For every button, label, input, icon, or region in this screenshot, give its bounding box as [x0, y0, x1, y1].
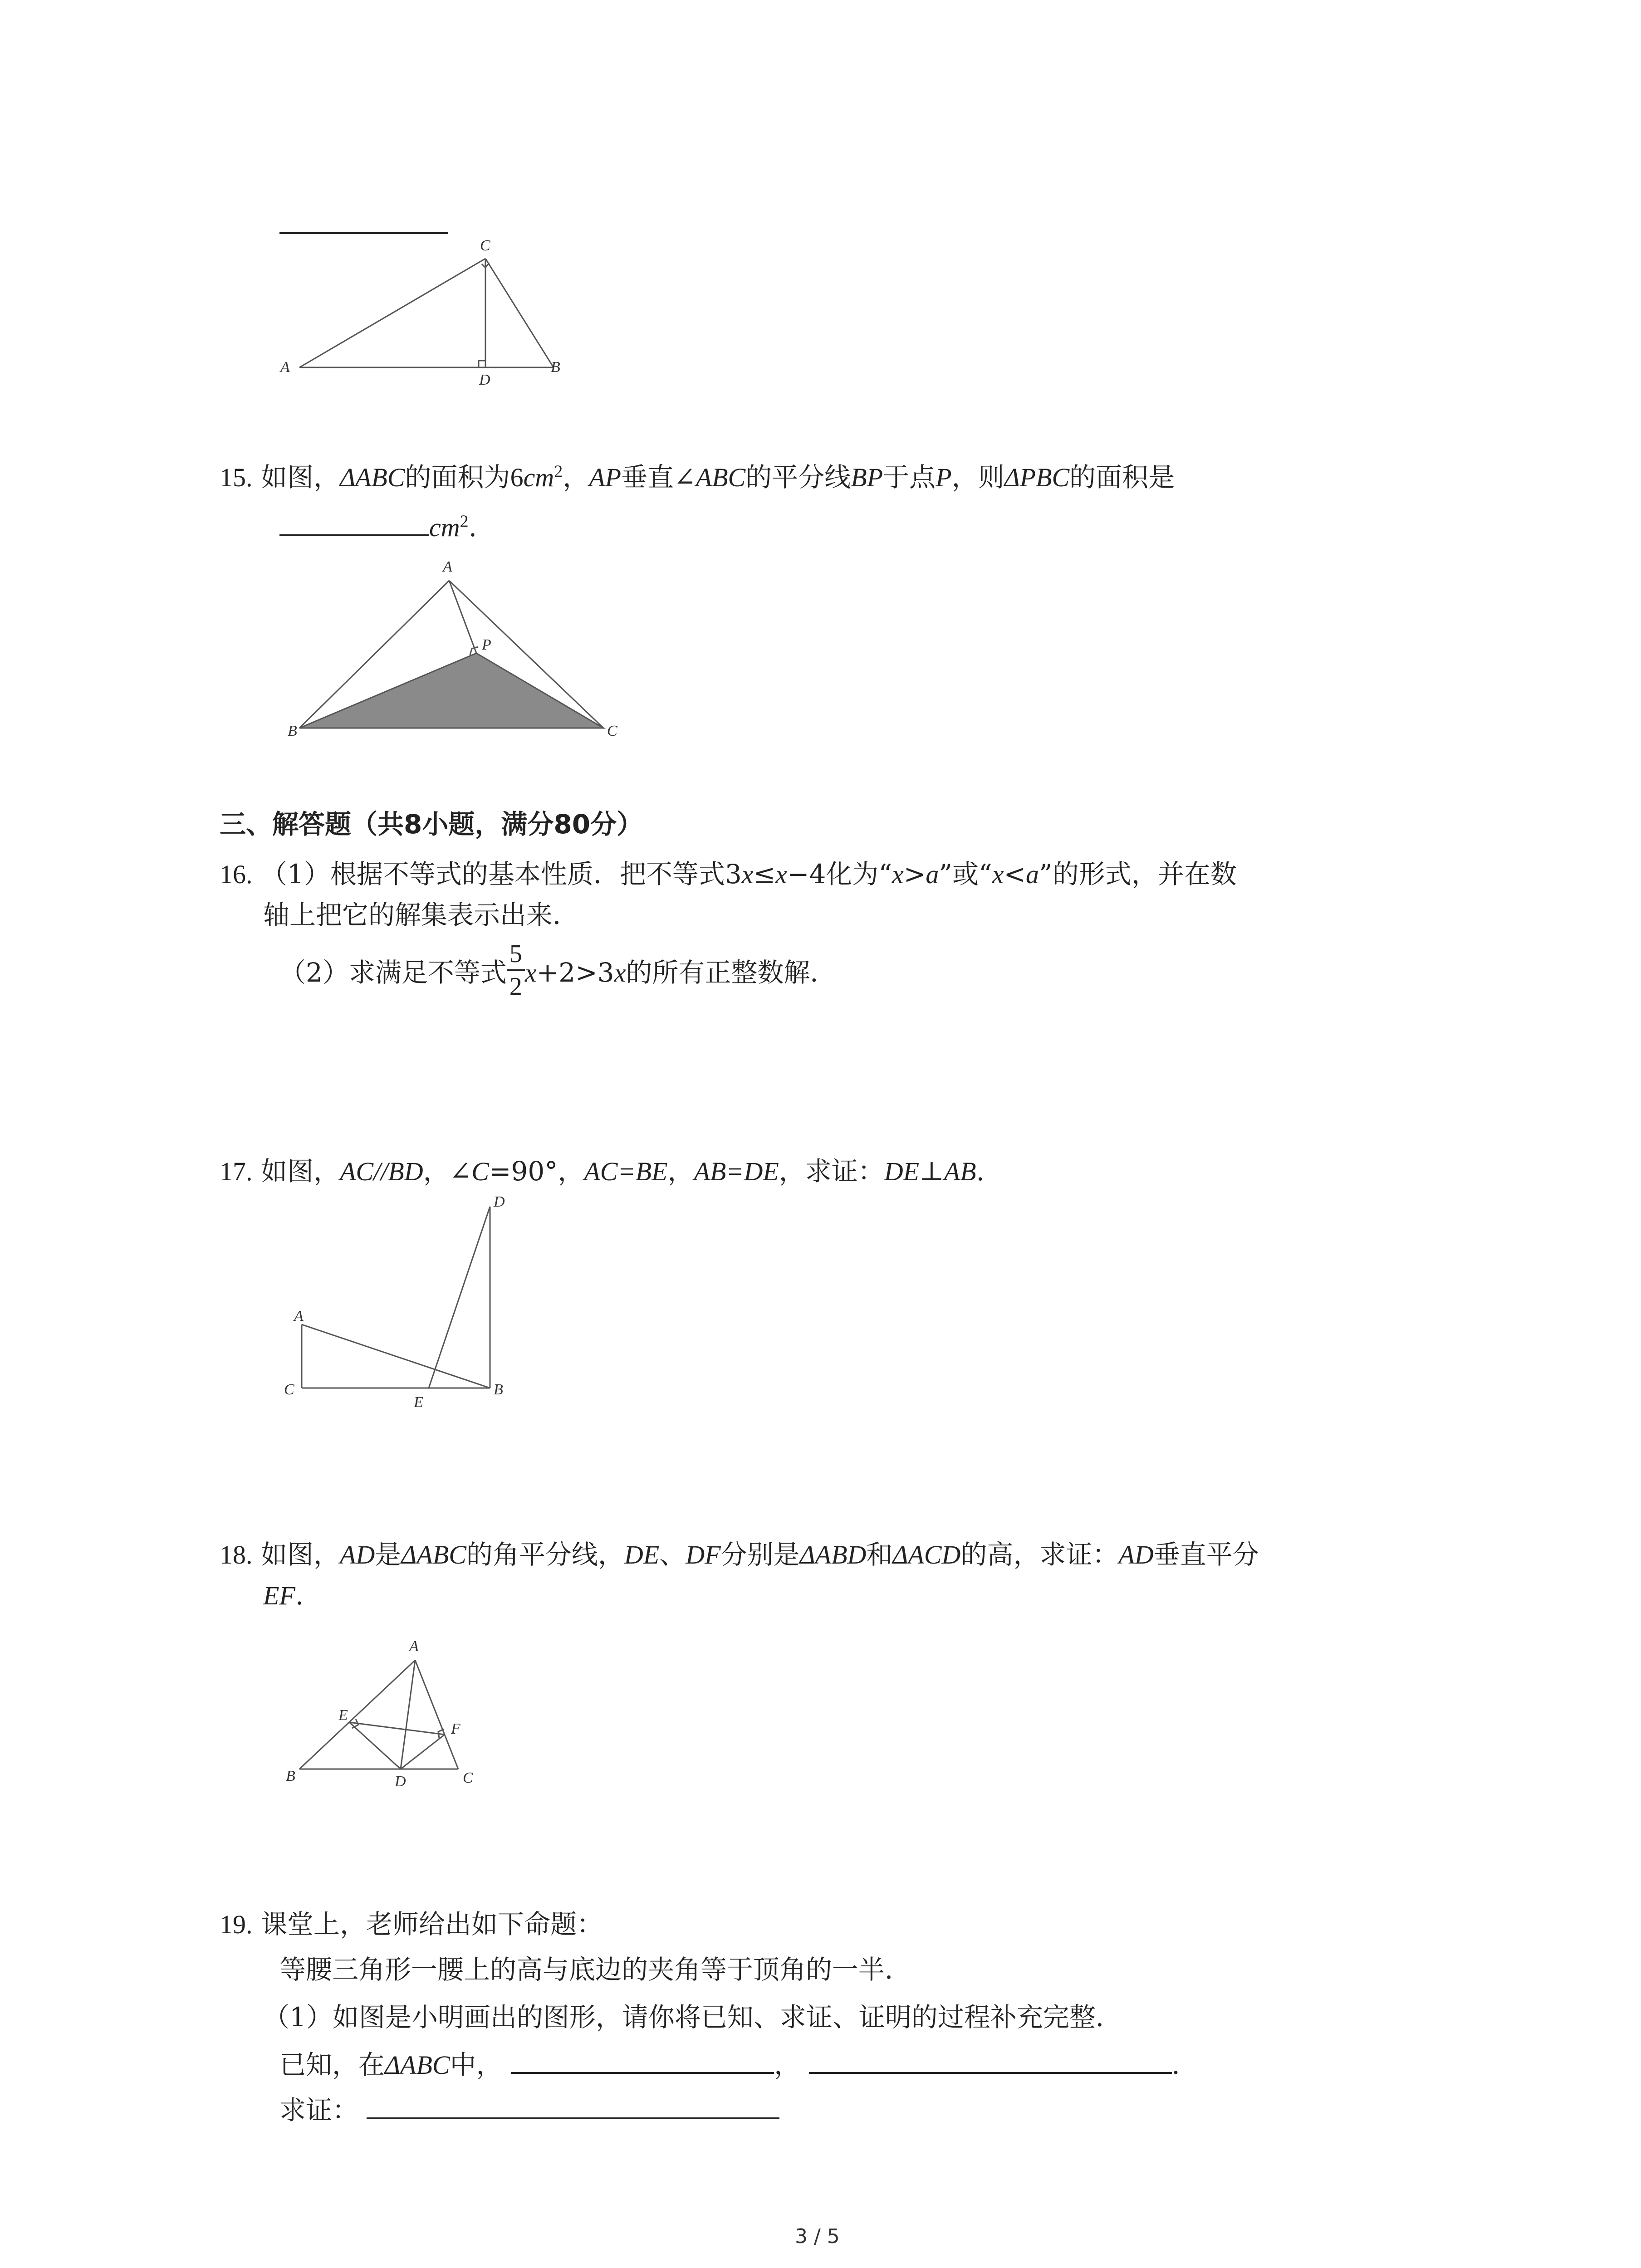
q18-text-part: 是: [375, 1539, 402, 1570]
q18-label-C: C: [463, 1769, 473, 1786]
q17-perp: ⊥: [919, 1156, 944, 1187]
q15-text-part: 的面积是: [1069, 462, 1175, 493]
q15-bp: BP: [851, 463, 883, 492]
q19-text-part: 中，: [450, 2049, 503, 2080]
q18-text-part: 的高，求证：: [960, 1539, 1119, 1570]
q17-text-part: ，∠: [423, 1156, 472, 1187]
q16-le: ≤: [753, 859, 776, 890]
q16-var: x: [992, 860, 1004, 889]
q15-sup2: 2: [460, 512, 469, 531]
q15-pbc: ΔPBC: [1004, 463, 1070, 492]
q19-prove: [279, 2091, 779, 2129]
q17-label-C: C: [284, 1381, 294, 1398]
q16-text-part: （1）根据不等式的基本性质．把不等式3: [260, 859, 742, 890]
q16-text-part: −4化为“: [787, 859, 892, 890]
q19-number: 19.: [220, 1910, 253, 1939]
q18-acd: ΔACD: [892, 1540, 961, 1569]
q15-text-part: 的平分线: [745, 462, 851, 493]
q18-text: [220, 1535, 1259, 1574]
q14-label-D: D: [479, 371, 490, 388]
q17-period: .: [976, 1156, 985, 1187]
q15-number: 15.: [220, 463, 253, 492]
q17-text-part: =90°，: [489, 1156, 584, 1187]
q18-text-part: 的角平分线，: [466, 1539, 624, 1570]
q17-label-E: E: [414, 1394, 423, 1411]
q15-text-part: ，: [563, 462, 589, 493]
q17-label-D: D: [494, 1193, 505, 1210]
q15-text-part: 如图，: [260, 462, 340, 493]
q14-label-B: B: [551, 359, 560, 376]
q16-gt: >: [903, 859, 926, 890]
q15-label-A: A: [443, 558, 452, 575]
q15-p: P: [936, 463, 952, 492]
q19-line2: 等腰三角形一腰上的高与底边的夹角等于顶角的一半．: [279, 1954, 911, 1985]
q19-text-part: 已知，在: [279, 2049, 385, 2080]
q17-text-part: 如图，: [260, 1156, 340, 1187]
q16-number: 16.: [220, 860, 253, 889]
q17-ac-bd: AC//BD: [339, 1157, 423, 1186]
q15-text-part: ，则: [951, 462, 1004, 493]
q17-label-B: B: [494, 1381, 503, 1398]
q17-ab-de: AB=DE: [694, 1157, 779, 1186]
q18-de: DE: [624, 1540, 660, 1569]
q15-sup: 2: [554, 462, 563, 481]
q19-abc: ΔABC: [385, 2050, 450, 2080]
q19-text-part: 课堂上，老师给出如下命题：: [260, 1909, 603, 1940]
q18-number: 18.: [220, 1540, 253, 1569]
q15-ap: AP: [589, 463, 622, 492]
q15-answer-line: [279, 508, 477, 547]
q18-text-part: 如图，: [260, 1539, 340, 1570]
q16-part2: [279, 940, 837, 1004]
q18-ad: AD: [339, 1540, 375, 1569]
q19-given-blank-2[interactable]: [809, 2072, 1172, 2074]
q14-figure: [272, 236, 581, 390]
q16-line1: [220, 855, 1237, 894]
q15-text-part: 的面积为: [405, 462, 510, 493]
q15-figure: [272, 553, 635, 744]
q19-line1: [220, 1905, 603, 1944]
q16-frac-num: 5: [507, 941, 525, 971]
q18-text-part: 、: [659, 1539, 686, 1570]
q15-unit: cm: [429, 513, 460, 542]
q17-c: C: [471, 1157, 489, 1186]
q16-text-part: 的所有正整数解．: [626, 957, 837, 988]
q18-ef: EF: [263, 1581, 295, 1610]
q18-label-F: F: [451, 1721, 460, 1737]
q19-prove-label: 求证：: [279, 2095, 359, 2126]
q14-answer-blank[interactable]: [279, 232, 448, 234]
q15-answer-blank[interactable]: [279, 534, 429, 536]
q15-text-part: 垂直∠: [621, 462, 696, 493]
q16-text-part: ”或“: [939, 859, 992, 890]
q16-text-part: +2>3: [536, 957, 614, 988]
q18-label-A: A: [409, 1638, 419, 1655]
q16-text-part: ”的形式，并在数: [1039, 859, 1237, 890]
q19-comma: ，: [774, 2049, 801, 2080]
q16-text-part: （2）求满足不等式: [279, 957, 507, 988]
section3-heading: 三、解答题（共8小题，满分80分）: [220, 809, 643, 840]
q18-text-part: 垂直平分: [1153, 1539, 1259, 1570]
q18-label-E: E: [338, 1707, 348, 1724]
q15-area-value: 6: [510, 463, 524, 492]
q14-label-A: A: [280, 359, 290, 376]
q18-abc: ΔABC: [401, 1540, 466, 1569]
q17-text-part: ，: [667, 1156, 694, 1187]
q17-number: 17.: [220, 1157, 253, 1186]
q16-line2: 轴上把它的解集表示出来．: [263, 899, 579, 930]
q18-label-D: D: [395, 1773, 406, 1790]
q17-de: DE: [884, 1157, 920, 1186]
page-footer: 3 / 5: [795, 2225, 840, 2248]
q18-line2: [263, 1576, 304, 1615]
q16-var: x: [892, 860, 904, 889]
q19-given-blank-1[interactable]: [511, 2072, 774, 2074]
q17-label-A: A: [294, 1308, 304, 1325]
q16-fraction: [507, 941, 525, 999]
q18-df: DF: [686, 1540, 721, 1569]
q16-var: a: [1026, 860, 1039, 889]
q19-period: ．: [1171, 2049, 1198, 2080]
q18-abd: ΔABD: [799, 1540, 867, 1569]
q19-line3: （1）如图是小明画出的图形，请你将已知、求证、证明的过程补充完整．: [263, 2002, 1122, 2033]
q16-var: x: [524, 958, 537, 988]
q17-figure: [281, 1193, 544, 1420]
q18-text-part: 分别是: [720, 1539, 800, 1570]
q18-ad2: AD: [1118, 1540, 1154, 1569]
q15-label-P: P: [482, 636, 491, 653]
q16-var: x: [614, 958, 626, 988]
q17-ab: AB: [944, 1157, 976, 1186]
q16-var: a: [926, 860, 939, 889]
q16-lt: <: [1004, 859, 1026, 890]
q16-frac-den: 2: [509, 973, 522, 1001]
q18-label-B: B: [286, 1768, 295, 1784]
q19-prove-blank[interactable]: [367, 2117, 779, 2119]
q14-label-C: C: [480, 237, 490, 254]
q17-ac-be: AC=BE: [584, 1157, 668, 1186]
q15-label-B: B: [288, 723, 297, 739]
q19-given: [279, 2046, 1198, 2084]
q15-triangle: ΔABC: [339, 463, 405, 492]
q17-text: [220, 1152, 985, 1191]
q18-period: .: [295, 1580, 304, 1611]
q15-text-part: 于点: [883, 462, 936, 493]
q18-figure: [272, 1628, 499, 1801]
q16-var: x: [741, 860, 754, 889]
q15-text: [220, 458, 1175, 497]
q16-var: x: [775, 860, 787, 889]
q15-area-unit: cm: [523, 463, 554, 492]
q15-abc: ABC: [696, 463, 746, 492]
q15-label-C: C: [607, 723, 617, 739]
q18-text-part: 和: [866, 1539, 893, 1570]
q15-period: .: [468, 512, 477, 543]
q17-text-part: ，求证：: [779, 1156, 884, 1187]
